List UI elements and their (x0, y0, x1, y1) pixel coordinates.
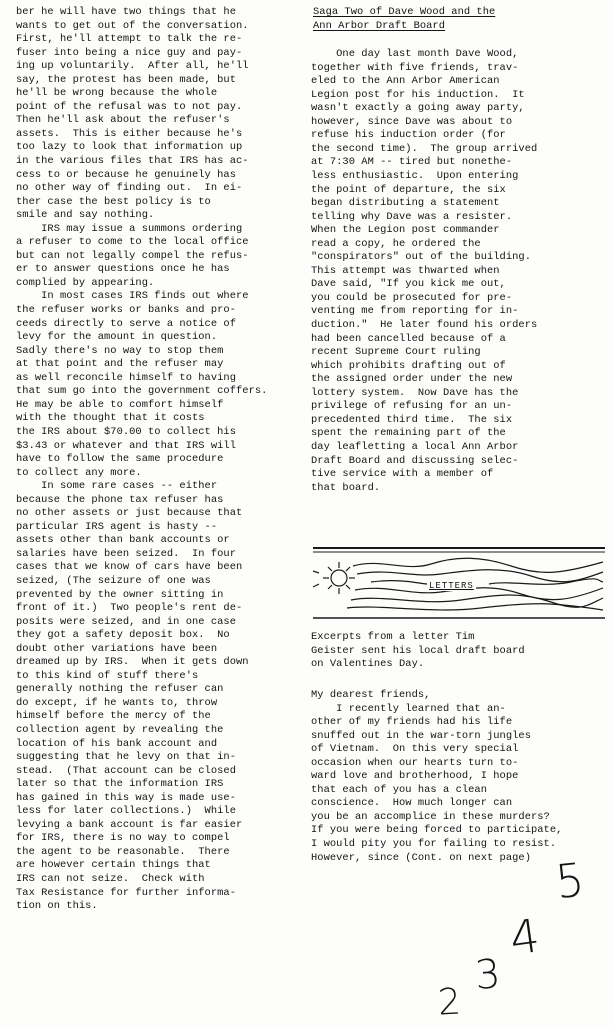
article-title (313, 6, 609, 33)
text-line: posits were seized, and in one case (16, 615, 236, 628)
text-line: collection agent by revealing the (16, 723, 224, 736)
text-line: My dearest friends, (311, 689, 431, 701)
text-line: ber he will have two things that he (16, 6, 236, 18)
text-line: privilege of refusing for an un- (311, 400, 513, 413)
text-line: that board. (311, 481, 381, 494)
text-line: had been cancelled because of a (311, 332, 506, 345)
left-column (16, 6, 308, 914)
text-line: stead. (That account can be closed (16, 764, 236, 777)
text-line: levying a bank account is far easier (16, 818, 243, 831)
letters-banner (311, 544, 607, 622)
text-line: doubt other variations have been (16, 642, 218, 655)
text-line: that sum go into the government coffers. (16, 385, 268, 398)
text-line: I would pity you for failing to resist. (311, 838, 557, 851)
handwritten-number-4: 4 (506, 908, 543, 966)
text-line: duction." He later found his orders (311, 319, 538, 332)
text-line: IRS can not seize. Check with (16, 873, 205, 885)
text-line: to collect any more. (16, 466, 142, 479)
text-line: the IRS about $70.00 to collect his (16, 425, 236, 438)
text-line: ward love and brotherhood, I hope (311, 770, 519, 783)
text-line: wants to get out of the conversation. (16, 19, 249, 32)
text-line: location of his bank account and (16, 737, 218, 750)
text-line: together with five friends, trav- (311, 61, 519, 74)
text-line: do except, if he wants to, throw (16, 696, 218, 709)
text-line: occasion when our hearts turn to- (311, 756, 519, 769)
text-line: generally nothing the refuser can (16, 683, 224, 696)
text-line: has gained in this way is made use- (16, 791, 236, 804)
text-line: began distributing a statement (311, 197, 500, 210)
text-line: ing up voluntarily. After all, he'll (16, 60, 249, 73)
text-line: tion on this. (16, 900, 98, 913)
text-line: you be an accomplice in these murders? (311, 810, 550, 823)
text-line: the assigned order under the new (311, 373, 513, 386)
text-line: One day last month Dave Wood, (311, 48, 519, 61)
text-line: salaries have been seized. In four (16, 547, 236, 560)
text-line: are however certain things that (16, 859, 211, 872)
text-line: lottery system. Now Dave has the (311, 386, 519, 399)
handwritten-number-2: 2 (436, 981, 462, 1024)
text-line: I recently learned that an- (311, 702, 506, 715)
text-line: He may be able to comfort himself (16, 398, 224, 411)
text-line: If you were being forced to participate, (311, 824, 563, 837)
text-line: Dave said, "If you kick me out, (311, 278, 506, 291)
text-line: smile and say nothing. (16, 209, 155, 222)
text-line: cases that we know of cars have been (16, 561, 243, 574)
text-line: the point of departure, the six (311, 183, 506, 196)
text-line: to this kind of stuff there's (16, 669, 199, 682)
right-column (311, 6, 609, 495)
text-line: because the phone tax refuser has (16, 493, 224, 506)
text-line: fuser into being a nice guy and pay- (16, 46, 243, 59)
text-line: precedented third time. The six (311, 413, 513, 426)
text-line: This attempt was thwarted when (311, 264, 500, 277)
text-line: however, since Dave was about to (311, 115, 513, 128)
text-line: he'll be wrong because the whole (16, 87, 218, 100)
text-line: ceeds directly to serve a notice of (16, 317, 236, 330)
text-line: cess to or because he genuinely has (16, 168, 236, 181)
text-line: say, the protest has been made, but (16, 73, 236, 86)
text-line: the agent to be reasonable. There (16, 845, 230, 858)
text-line: they got a safety deposit box. No (16, 629, 230, 642)
text-line: for IRS, there is no way to compel (16, 832, 230, 845)
text-line: Then he'll ask about the refuser's (16, 114, 230, 127)
text-line: the second time). The group arrived (311, 142, 538, 155)
text-line: which prohibits drafting out of (311, 359, 506, 372)
title-line: Saga Two of Dave Wood and the (313, 6, 496, 18)
text-line: on Valentines Day. (311, 658, 425, 671)
text-line: but can not legally compel the refus- (16, 249, 249, 262)
text-line: spent the remaining part of the (311, 427, 506, 440)
text-line: ther case the best policy is to (16, 195, 211, 208)
text-line: himself before the mercy of the (16, 710, 211, 723)
text-line: venting me from reporting for in- (311, 305, 519, 318)
text-line: levy for the amount in question. (16, 331, 218, 344)
text-line: less enthusiastic. Upon entering (311, 170, 519, 183)
text-line: $3.43 or whatever and that IRS will (16, 439, 236, 452)
text-line: However, since (Cont. on next page) (311, 851, 531, 864)
text-line: assets. This is either because he's (16, 127, 243, 140)
text-line: less for later collections.) While (16, 805, 236, 818)
text-line: Draft Board and discussing selec- (311, 454, 519, 467)
text-line: read a copy, he ordered the (311, 237, 481, 250)
handwritten-number-3: 3 (473, 951, 503, 999)
handwritten-number-5: 5 (553, 853, 587, 910)
text-line: with the thought that it costs (16, 412, 205, 425)
text-line: prevented by the owner sitting in (16, 588, 224, 601)
text-line: refuse his induction order (for (311, 129, 506, 142)
text-line: First, he'll attempt to talk the re- (16, 33, 243, 46)
text-line: of Vietnam. On this very special (311, 743, 519, 756)
text-line: day leafletting a local Ann Arbor (311, 440, 519, 453)
text-line: at that point and the refuser may (16, 358, 224, 371)
text-line: no other assets or just because that (16, 507, 243, 520)
text-line: you could be prosecuted for pre- (311, 291, 513, 304)
text-line: that each of you has a clean (311, 783, 487, 796)
text-line: in the various files that IRS has ac- (16, 155, 249, 168)
title-line: Ann Arbor Draft Board (313, 19, 445, 32)
text-line: Excerpts from a letter Tim (311, 631, 475, 643)
sun-icon (313, 562, 355, 594)
text-line: point of the refusal was to not pay. (16, 100, 243, 113)
text-line: at 7:30 AM -- tired but nonethe- (311, 156, 513, 169)
text-line: too lazy to look that information up (16, 141, 243, 154)
text-line: recent Supreme Court ruling (311, 346, 481, 359)
text-line: other of my friends had his life (311, 716, 513, 729)
text-line: no other way of finding out. In ei- (16, 182, 243, 195)
text-line: snuffed out in the war-torn jungles (311, 729, 531, 742)
text-line: wasn't exactly a going away party, (311, 102, 525, 115)
text-line: later so that the information IRS (16, 778, 224, 791)
text-line: eled to the Ann Arbor American (311, 75, 500, 88)
text-line: have to follow the same procedure (16, 453, 224, 466)
text-line: a refuser to come to the local office (16, 236, 249, 249)
text-line: front of it.) Two people's rent de- (16, 602, 243, 615)
text-line: conscience. How much longer can (311, 797, 513, 810)
text-line: telling why Dave was a resister. (311, 210, 513, 223)
text-line: assets other than bank accounts or (16, 534, 230, 547)
text-line: Sadly there's no way to stop them (16, 344, 224, 357)
text-line: as well reconcile himself to having (16, 371, 236, 384)
text-line: "conspirators" out of the building. (311, 251, 531, 264)
letter-body (311, 689, 609, 865)
text-line: Geister sent his local draft board (311, 644, 525, 657)
text-line: tive service with a member of (311, 468, 494, 481)
text-line: er to answer questions once he has (16, 263, 230, 276)
text-line: IRS may issue a summons ordering (16, 222, 243, 235)
text-line: dreamed up by IRS. When it gets down (16, 656, 249, 669)
article-body (311, 48, 609, 495)
text-line: When the Legion post commander (311, 224, 500, 237)
text-line: seized, (The seizure of one was (16, 574, 211, 587)
banner-label: LETTERS (429, 581, 474, 591)
text-line: Legion post for his induction. It (311, 88, 525, 101)
text-line: Tax Resistance for further informa- (16, 886, 236, 899)
text-line: complied by appearing. (16, 276, 155, 289)
text-line: suggesting that he levy on that in- (16, 751, 236, 764)
text-line: particular IRS agent is hasty -- (16, 520, 218, 533)
excerpt-intro (311, 631, 609, 672)
text-line: In some rare cases -- either (16, 480, 218, 493)
text-line: the refuser works or banks and pro- (16, 304, 236, 317)
text-line: In most cases IRS finds out where (16, 290, 249, 303)
